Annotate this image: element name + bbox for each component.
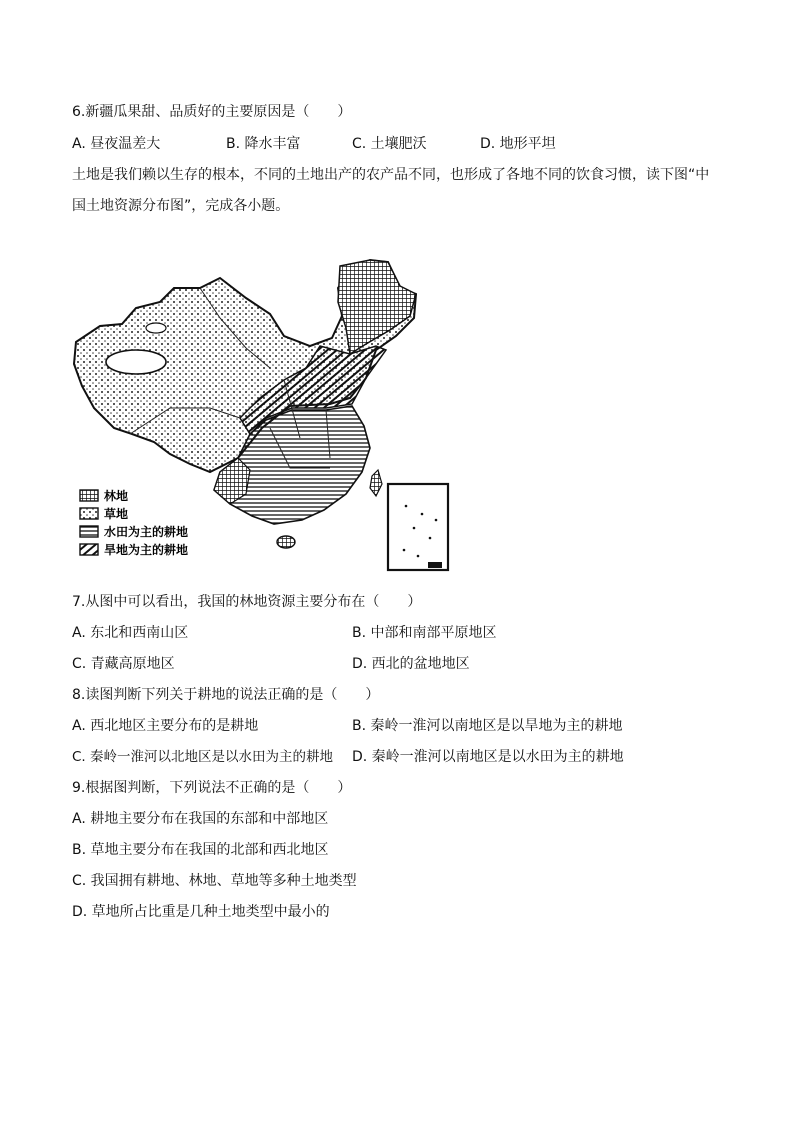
q9-option-c: C. 我国拥有耕地、林地、草地等多种土地类型: [72, 873, 357, 889]
q9-option-a: A. 耕地主要分布在我国的东部和中部地区: [72, 811, 329, 827]
question-6-stem: 6.新疆瓜果甜、品质好的主要原因是（ ）: [72, 104, 352, 120]
q6-option-c: C. 土壤肥沃: [352, 136, 427, 152]
q9-option-b: B. 草地主要分布在我国的北部和西北地区: [72, 842, 329, 858]
q9-option-d: D. 草地所占比重是几种土地类型中最小的: [72, 904, 330, 920]
legend-grassland: 草地: [104, 507, 129, 521]
q7-option-d: D. 西北的盆地地区: [352, 656, 470, 672]
intro-line-2: 国土地资源分布图”，完成各小题。: [72, 198, 290, 214]
question-7-stem: 7.从图中可以看出，我国的林地资源主要分布在（ ）: [72, 594, 422, 610]
intro-line-1: 土地是我们赖以生存的根本，不同的土地出产的农产品不同，也形成了各地不同的饮食习惯，读下图“中: [72, 167, 710, 183]
q8-option-b: B. 秦岭一淮河以南地区是以旱地为主的耕地: [352, 718, 623, 734]
legend-paddy: 水田为主的耕地: [104, 525, 189, 539]
q7-option-a: A. 东北和西南山区: [72, 625, 189, 641]
q7-option-c: C. 青藏高原地区: [72, 656, 175, 672]
q6-option-a: A. 昼夜温差大: [72, 136, 161, 152]
legend-forest: 林地: [104, 489, 129, 503]
q6-option-b: B. 降水丰富: [226, 136, 301, 152]
legend-dryland: 旱地为主的耕地: [104, 543, 189, 557]
q7-option-b: B. 中部和南部平原地区: [352, 625, 497, 641]
map-graphic: [70, 258, 454, 580]
q6-option-d: D. 地形平坦: [480, 136, 556, 152]
q8-option-c: C. 秦岭一淮河以北地区是以水田为主的耕地: [72, 749, 334, 765]
question-8-stem: 8.读图判断下列关于耕地的说法正确的是（ ）: [72, 687, 380, 703]
q8-option-d: D. 秦岭一淮河以南地区是以水田为主的耕地: [352, 749, 624, 765]
map-legend: [80, 488, 188, 557]
china-land-resource-map: [70, 258, 454, 580]
q8-option-a: A. 西北地区主要分布的是耕地: [72, 718, 259, 734]
question-9-stem: 9.根据图判断，下列说法不正确的是（ ）: [72, 780, 352, 796]
